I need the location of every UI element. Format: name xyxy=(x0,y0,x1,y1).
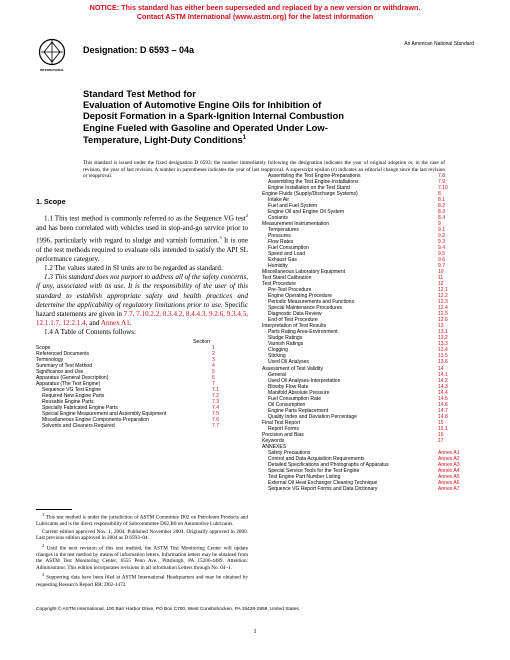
toc-row-section-link[interactable]: 9 xyxy=(438,221,441,228)
designation: Designation: D 6593 – 04a xyxy=(83,45,195,55)
toc-row-label: Detailed Specifications and Photographs of Apparatus xyxy=(268,461,389,468)
toc-row-label: Sequence VG Test Engine xyxy=(42,386,102,393)
toc-row-label: Pre-Test Procedure xyxy=(268,287,312,294)
issuance-note: This standard is issued under the fixed designation D 6593; the number immediately following the designation indicates the year of original adoption or, in the case of revision, the year of last revision. A number in parentheses indicates the year of last reapproval. A superscript epsilon (ε) indicates an editorial change since the last revision or reapproval. xyxy=(83,160,445,180)
toc-row-label: Humidity xyxy=(268,263,288,270)
toc-row-section-link[interactable]: 9.6 xyxy=(438,257,446,264)
toc-row-section-link[interactable]: 14.6 xyxy=(438,401,448,408)
toc-row-label: Used Oil Analyses-Interpretation xyxy=(268,377,341,384)
toc-row-label: Significance and Use xyxy=(36,368,84,375)
toc-row-label: Coolants xyxy=(268,215,288,222)
astm-logo xyxy=(38,38,66,74)
document-title: Standard Test Method for Evaluation of Automotive Engine Oils for Inhibition of Deposit Formation in a Spark-Ignition Internal Combustion Engine Fueled with Gasoline and Operated Under Low- Temperature, Light-Duty Conditions$^1$ xyxy=(83,88,344,145)
toc-row-label: Test Engine Part Number Listing xyxy=(268,473,341,480)
toc-row-section-link[interactable]: 14.1 xyxy=(438,371,448,378)
scope-heading: 1. Scope xyxy=(36,197,66,206)
toc-row-label: Varnish Ratings xyxy=(268,341,304,348)
toc-row-section-link[interactable]: 13.2 xyxy=(438,335,448,342)
toc-row-label: Speed and Load xyxy=(268,251,306,258)
toc-row-section-link[interactable]: 14.3 xyxy=(438,383,448,390)
toc-row-label: Assessment of Test Validity xyxy=(262,365,323,372)
toc-row-label: Apparatus (The Test Engine) xyxy=(36,380,101,387)
left-column xyxy=(36,197,248,429)
toc-row-section-link[interactable]: 7.9 xyxy=(438,179,446,186)
copyright: Copyright © ASTM International, 100 Barr Harbor Drive, PO Box C700, West Conshohocken, PA 19428-2959, United States. xyxy=(36,607,301,612)
toc-row-section-link[interactable]: 4 xyxy=(212,362,215,369)
paragraph-1-4: 1.4 A Table of Contents follows: xyxy=(44,328,136,337)
toc-row-section-link[interactable]: 7.2 xyxy=(212,392,220,399)
toc-row-section-link[interactable]: 7.6 xyxy=(212,416,220,423)
toc-row-section-link[interactable]: 8.1 xyxy=(438,197,446,204)
toc-row-section-link[interactable]: 16 xyxy=(438,431,444,438)
toc-row-section-link[interactable]: 12.6 xyxy=(438,317,448,324)
toc-row-section-link[interactable]: Annex A6 xyxy=(438,479,460,486)
toc-row-section-link[interactable]: 7.7 xyxy=(212,422,220,429)
toc-row-section-link[interactable]: 13.3 xyxy=(438,341,448,348)
toc-row-label: Engine Fluids (Supply/Discharge Systems) xyxy=(262,191,358,198)
withdrawn-notice xyxy=(0,3,510,21)
toc-row-label: ANNEXES xyxy=(262,443,287,450)
toc-row-section-link[interactable]: 7.1 xyxy=(212,386,220,393)
toc-row-section-link[interactable]: 10 xyxy=(438,269,444,276)
toc-row-section-link[interactable]: 13 xyxy=(438,323,444,330)
toc-row-section-link[interactable]: 14.4 xyxy=(438,389,448,396)
toc-row-section-link[interactable]: 7.5 xyxy=(212,410,220,417)
toc-row-label: Manifold Absolute Pressure xyxy=(268,389,330,396)
toc-row-section-link[interactable]: 1 xyxy=(212,344,215,351)
toc-row-section-link[interactable]: 12.3 xyxy=(438,299,448,306)
toc-row-label: Flow Rates xyxy=(268,239,294,246)
toc-row-label: Safety Precautions xyxy=(268,449,311,456)
toc-row-label: Used Oil Analyses xyxy=(268,359,309,366)
toc-row-label: Pressures xyxy=(268,233,291,240)
toc-row-label: Engine Oil and Engine Oil System xyxy=(268,209,345,216)
toc-row-section-link[interactable]: 9.7 xyxy=(438,263,446,270)
toc-row-label: Assembling the Test Engine-Preparations xyxy=(268,173,361,179)
toc-row-label: Terminology xyxy=(36,356,64,363)
toc-row-label: Parts Rating Area-Environment xyxy=(268,329,338,336)
toc-row-label: Required New Engine Parts xyxy=(42,392,105,399)
toc-row-section-link[interactable]: 5 xyxy=(212,368,215,375)
toc-row-section-link[interactable]: 8.4 xyxy=(438,215,446,222)
toc-row-label: Temperatures xyxy=(268,227,299,234)
toc-row-section-link[interactable]: 7 xyxy=(212,380,215,387)
toc-row-section-link[interactable]: 7.3 xyxy=(212,398,220,405)
toc-row-label: Quality Index and Deviation Percentage xyxy=(268,413,357,420)
notice-line-2: Contact ASTM International (www.astm.org) for the latest information xyxy=(136,12,374,21)
toc-row-label: Summary of Test Method xyxy=(36,362,93,369)
toc-row-section-link[interactable]: 3 xyxy=(212,356,215,363)
toc-row-section-link[interactable]: 12.4 xyxy=(438,305,448,312)
toc-row-section-link[interactable]: 12.5 xyxy=(438,311,448,318)
toc-row-section-link[interactable]: 14.8 xyxy=(438,413,448,420)
toc-row-label: Fuel Consumption xyxy=(268,245,309,252)
toc-section-header: Section xyxy=(193,338,210,345)
footnotes: $^1$ This test method is under the jurisdiction of ASTM Committee D02 on Petroleum Products and Lubricants and is the direct responsibility of Subcommittee D02.B0 on Automotive Lubricants. Current edition approved Nov. 1, 2004. Published November 2004. Originally approved in 2000. Last previous edition approved in 2004 as D 6593–04. $^2$ Until the next revision of this test method, the ASTM Test Monitoring Center will update changes in the test method by means of information letters. Information letters may be obtained from the ASTM Test Monitoring Center, 6555 Penn Ave., Pittsburgh, PA 15206-4489. Attention: Administrator. This edition incorporates revisions in all information Letters through No. 04–1. $^3$ Supporting data have been filed at ASTM International Headquarters and may be obtained by requesting Research Report RR: D02-1472. xyxy=(36,512,248,588)
toc-row-label: End of Test Procedure xyxy=(268,317,318,324)
toc-row-label: Blowby Flow Rate xyxy=(268,383,309,390)
toc-row-label: Apparatus (General Description) xyxy=(36,374,109,381)
toc-row-label: External Oil Heat Exchanger Cleaning Technique xyxy=(268,479,378,486)
american-national-standard: An American National Standard xyxy=(404,41,474,47)
toc-row-label: Report Forms xyxy=(268,425,299,432)
paragraph-1-2: 1.2 The values stated in SI units are to be regarded as standard. xyxy=(44,263,223,272)
toc-row-label: Assembling the Test Engine-Installations xyxy=(268,179,359,186)
toc-row-section-link[interactable]: 14.5 xyxy=(438,395,448,402)
toc-row-label: Engine Parts Replacement xyxy=(268,407,329,414)
toc-row-label: Special Maintenance Procedures xyxy=(268,305,343,312)
toc-row[interactable] xyxy=(262,486,474,492)
toc-row-label: Intake Air xyxy=(268,197,290,204)
toc-row-label: Keywords xyxy=(262,437,285,444)
toc-row-section-link[interactable]: Annex A3 xyxy=(438,461,460,468)
toc-left xyxy=(36,339,248,429)
toc-row-section-link[interactable]: 12.1 xyxy=(438,287,448,294)
annex-a1-link[interactable]: Annex A1 xyxy=(100,319,130,328)
toc-row-label: Referenced Documents xyxy=(36,350,90,357)
toc-row-label: Solvents and Cleaners Required xyxy=(42,422,115,429)
toc-row-section-link[interactable]: 7.8 xyxy=(438,173,446,179)
toc-row-section-link[interactable]: 8.3 xyxy=(438,209,446,216)
toc-row-section-link[interactable]: 9.4 xyxy=(438,245,446,252)
toc-row-section-link[interactable]: 17 xyxy=(438,437,444,444)
toc-row-section-link[interactable]: 12 xyxy=(438,281,444,288)
toc-row-label: Final Test Report xyxy=(262,419,301,426)
toc-row-label: Miscellaneous Engine Components-Preparation xyxy=(42,416,149,423)
toc-row-section-link[interactable]: 8 xyxy=(438,191,441,198)
paragraph-1-3: 1.3 This standard does not purport to address all of the safety concerns, if any, associated with its use. It is the responsibility of the user of this standard to establish appropriate safety and health practices and determine the applicability of regulatory limitations prior to use. Specific hazard statements are given in 7.7, 7.10.2.2, 8.3.4.2, 8.4.4.3, 9.2.6, 9.3.4.5, 12.1.1.7, 12.2.1.4, and Annex A1. xyxy=(36,273,249,328)
footnote-divider xyxy=(36,509,72,510)
toc-row-label: Specially Fabricated Engine Parts xyxy=(42,404,118,411)
hazard-refs-link[interactable]: 7.7, 7.10.2.2, 8.3.4.2, 8.4.4.3, 9.2.6, 9.3.4.5, 12.1.1.7, 12.2.1.4, xyxy=(36,309,249,328)
toc-row-label: Periodic Measurements and Functions xyxy=(268,299,355,306)
toc-row-label: Sequence VG Report Forms and Data Dictionary xyxy=(268,485,378,492)
toc-row-section-link[interactable]: Annex A5 xyxy=(438,473,460,480)
toc-row-label: Precision and Bias xyxy=(262,431,304,438)
toc-row-label: Special Engine Measurement and Assembly Equipment xyxy=(42,410,167,417)
notice-line-1: NOTICE: This standard has either been superseded and replaced by a new version or withdrawn. xyxy=(89,3,421,12)
toc-row-section-link[interactable]: Annex A1 xyxy=(438,449,460,456)
toc-row-section-link[interactable]: 7.10 xyxy=(438,185,448,192)
toc-row-label: Test Procedure xyxy=(262,281,296,288)
toc-row-section-link[interactable]: 11 xyxy=(438,275,444,282)
toc-row-section-link[interactable]: 13.6 xyxy=(438,359,448,366)
paragraph-1-1: 1.1 This test method is commonly referred to as the Sequence VG test$^2$ and has been correlated with vehicles used in stop-and-go service prior to 1996, particularly with regard to sludge and varnish formation.$^3$ It is one of the test methods required to evaluate oils intended to satisfy the API SL performance category. xyxy=(36,213,248,263)
toc-row-section-link[interactable]: 9.1 xyxy=(438,227,446,234)
toc-row-section-link[interactable]: Annex A7 xyxy=(438,485,460,492)
svg-text:INTERNATIONAL: INTERNATIONAL xyxy=(39,68,65,72)
toc-row-section-link[interactable]: 14.2 xyxy=(438,377,448,384)
toc-row-label: Engine Installation on the Test Stand xyxy=(268,185,350,192)
toc-row-section-link[interactable]: 8.2 xyxy=(438,203,446,210)
toc-row-section-link[interactable]: 13.5 xyxy=(438,353,448,360)
page-number: 1 xyxy=(253,628,257,635)
toc-row-label: Sludge Ratings xyxy=(268,335,303,342)
toc-row-label: Sticking xyxy=(268,353,286,360)
toc-row-label: Scope xyxy=(36,344,51,351)
toc-row-label: Fuel and Fuel System xyxy=(268,203,318,210)
toc-row-section-link[interactable]: Annex A4 xyxy=(438,467,460,474)
toc-row-label: Engine Operating Procedure xyxy=(268,293,332,300)
toc-row-section-link[interactable]: 9.2 xyxy=(438,233,446,240)
toc-row-section-link[interactable]: 12.2 xyxy=(438,293,448,300)
toc-row-section-link[interactable]: 6 xyxy=(212,374,215,381)
toc-row-label: Measurement Instrumentation xyxy=(262,221,330,228)
toc-row-section-link[interactable]: 2 xyxy=(212,350,215,357)
toc-row-label: Control and Data Acquisition Requirements xyxy=(268,455,365,462)
toc-row-label: Exhaust Gas xyxy=(268,257,297,264)
toc-row-label: Fuel Consumption Rate xyxy=(268,395,322,402)
toc-row-label: Test Stand Calibration xyxy=(262,275,312,282)
toc-row-section-link[interactable]: 14.7 xyxy=(438,407,448,414)
toc-row-section-link[interactable]: 13.4 xyxy=(438,347,448,354)
toc-row-label: Interpretation of Test Results xyxy=(262,323,327,330)
toc-row-label: Clogging xyxy=(268,347,288,354)
toc-row-section-link[interactable]: 7.4 xyxy=(212,404,220,411)
toc-row-label: Oil Consumption xyxy=(268,401,306,408)
toc-row-section-link[interactable]: 15.1 xyxy=(438,425,448,432)
toc-row-section-link[interactable]: 15 xyxy=(438,419,444,426)
toc-row-section-link[interactable]: 9.3 xyxy=(438,239,446,246)
toc-row-label: General xyxy=(268,371,286,378)
toc-row-label: Reusable Engine Parts xyxy=(42,398,94,405)
toc-row-label: Diagnostic Data Review xyxy=(268,311,322,318)
toc-row-label: Miscellaneous Laboratory Equipment xyxy=(262,269,346,276)
toc-row-section-link[interactable]: Annex A2 xyxy=(438,455,460,462)
toc-row-section-link[interactable]: 13.1 xyxy=(438,329,448,336)
toc-row-label: Special Service Tools for the Test Engine xyxy=(268,467,360,474)
toc-row-section-link[interactable]: 9.5 xyxy=(438,251,446,258)
toc-row[interactable] xyxy=(36,423,248,429)
toc-right xyxy=(262,173,474,492)
toc-row-section-link[interactable]: 14 xyxy=(438,365,444,372)
